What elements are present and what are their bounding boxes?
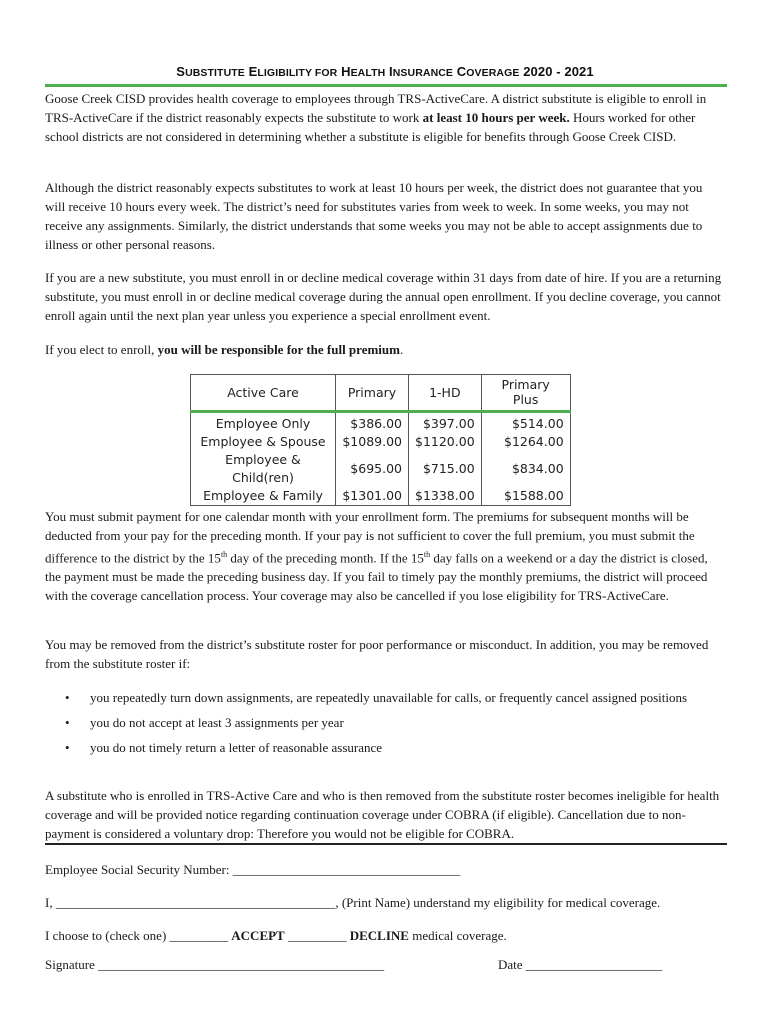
- table-cell: $695.00: [336, 451, 409, 487]
- table-cell: $1301.00: [336, 487, 409, 506]
- bullet-icon: •: [65, 690, 70, 705]
- ssn-field[interactable]: Employee Social Security Number: ___________________________________: [45, 862, 461, 877]
- list-item: • you repeatedly turn down assignments, are repeatedly unavailable for calls, or frequently cancel assigned positions: [65, 690, 688, 705]
- table-cell: $386.00: [336, 412, 409, 434]
- paragraph-full-premium: If you elect to enroll, you will be responsible for the full premium.: [45, 342, 404, 357]
- table-cell: $1338.00: [409, 487, 482, 506]
- table-cell: $397.00: [409, 412, 482, 434]
- removal-reasons-list: [45, 689, 725, 764]
- signature-field[interactable]: Signature ____________________________________________: [45, 957, 385, 972]
- date-field[interactable]: Date _____________________: [498, 957, 663, 972]
- table-row: [191, 412, 571, 434]
- table-cell: $1089.00: [336, 433, 409, 451]
- table-cell: $1264.00: [481, 433, 570, 451]
- paragraph-enrollment: If you are a new substitute, you must enroll in or decline medical coverage within 31 days from date of hire. If you are a returning substitute, you must enroll in or decline medical coverage during the annual open enrollment. If you decline coverage, you cannot enroll again until the next plan year unless you experience a special enrollment event.: [45, 270, 722, 323]
- table-cell: Employee & Spouse: [191, 433, 336, 451]
- table-row: [191, 433, 571, 451]
- paragraph-removal: You may be removed from the district’s substitute roster for poor performance or misconduct. In addition, you may be removed from the substitute roster if:: [45, 637, 709, 671]
- accept-option[interactable]: ACCEPT: [231, 928, 285, 943]
- table-cell: $715.00: [409, 451, 482, 487]
- print-name-field[interactable]: I, ___________________________________________, (Print Name) understand my eligibility for medical coverage.: [45, 895, 661, 910]
- premium-table-header: [191, 375, 571, 412]
- bullet-icon: •: [65, 715, 70, 730]
- page-title: SUBSTITUTE ELIGIBILITY FOR HEALTH INSURANCE COVERAGE 2020 - 2021: [176, 64, 594, 79]
- table-cell: Employee Only: [191, 412, 336, 434]
- table-row: [191, 451, 571, 487]
- title-divider: [45, 84, 727, 87]
- paragraph-payment: You must submit payment for one calendar month with your enrollment form. The premiums for subsequent months will be deducted from your pay for the preceding month. If your pay is not sufficient to cover the full premium, you must submit the difference to the district by the 15th day of the preceding month. If the 15th day falls on a weekend or a day the district is closed, the payment must be made the preceding business day. If you fail to timely pay the monthly premiums, the district will proceed with the coverage cancellation process. Your coverage may also be cancelled if you lose eligibility for TRS-ActiveCare.: [45, 509, 708, 604]
- section-divider: [45, 843, 727, 845]
- list-item: • you do not accept at least 3 assignments per year: [65, 715, 344, 730]
- table-row: [191, 487, 571, 506]
- table-cell: $1588.00: [481, 487, 570, 506]
- paragraph-eligibility: Goose Creek CISD provides health coverage to employees through TRS-ActiveCare. A district substitute is eligible to enroll in TRS-ActiveCare if the district reasonably expects the substitute to work at least 10 hours per week. Hours worked for other school districts are not considered in determining whether a substitute is eligible for benefits through Goose Creek CISD.: [45, 91, 707, 144]
- table-cell: $514.00: [481, 412, 570, 434]
- coverage-choice-line: I choose to (check one) _________ ACCEPT _________ DECLINE medical coverage.: [45, 928, 507, 943]
- table-cell: Employee & Family: [191, 487, 336, 506]
- column-header: Primary: [336, 375, 409, 412]
- list-item: • you do not timely return a letter of reasonable assurance: [65, 740, 383, 755]
- column-header: Primary Plus: [481, 375, 570, 412]
- paragraph-no-guarantee: Although the district reasonably expects substitutes to work at least 10 hours per week, the district does not guarantee that you will receive 10 hours every week. The district’s need for substitutes varies from week to week. In some weeks, you may not receive any assignments. Similarly, the district understands that some weeks you may not be able to accept assignments due to illness or other personal reasons.: [45, 180, 703, 252]
- column-header: 1-HD: [409, 375, 482, 412]
- premium-table: [190, 374, 571, 506]
- table-cell: $834.00: [481, 451, 570, 487]
- table-cell: Employee & Child(ren): [191, 451, 336, 487]
- table-cell: $1120.00: [409, 433, 482, 451]
- paragraph-cobra: A substitute who is enrolled in TRS-Active Care and who is then removed from the substitute roster becomes ineligible for health coverage and will be provided notice regarding continuation coverage under COBRA (if eligible). Cancellation due to non-payment is considered a voluntary drop: Therefore you would not be eligible for COBRA.: [45, 788, 720, 841]
- decline-option[interactable]: DECLINE: [349, 928, 409, 943]
- column-header: Active Care: [191, 375, 336, 412]
- bullet-icon: •: [65, 740, 70, 755]
